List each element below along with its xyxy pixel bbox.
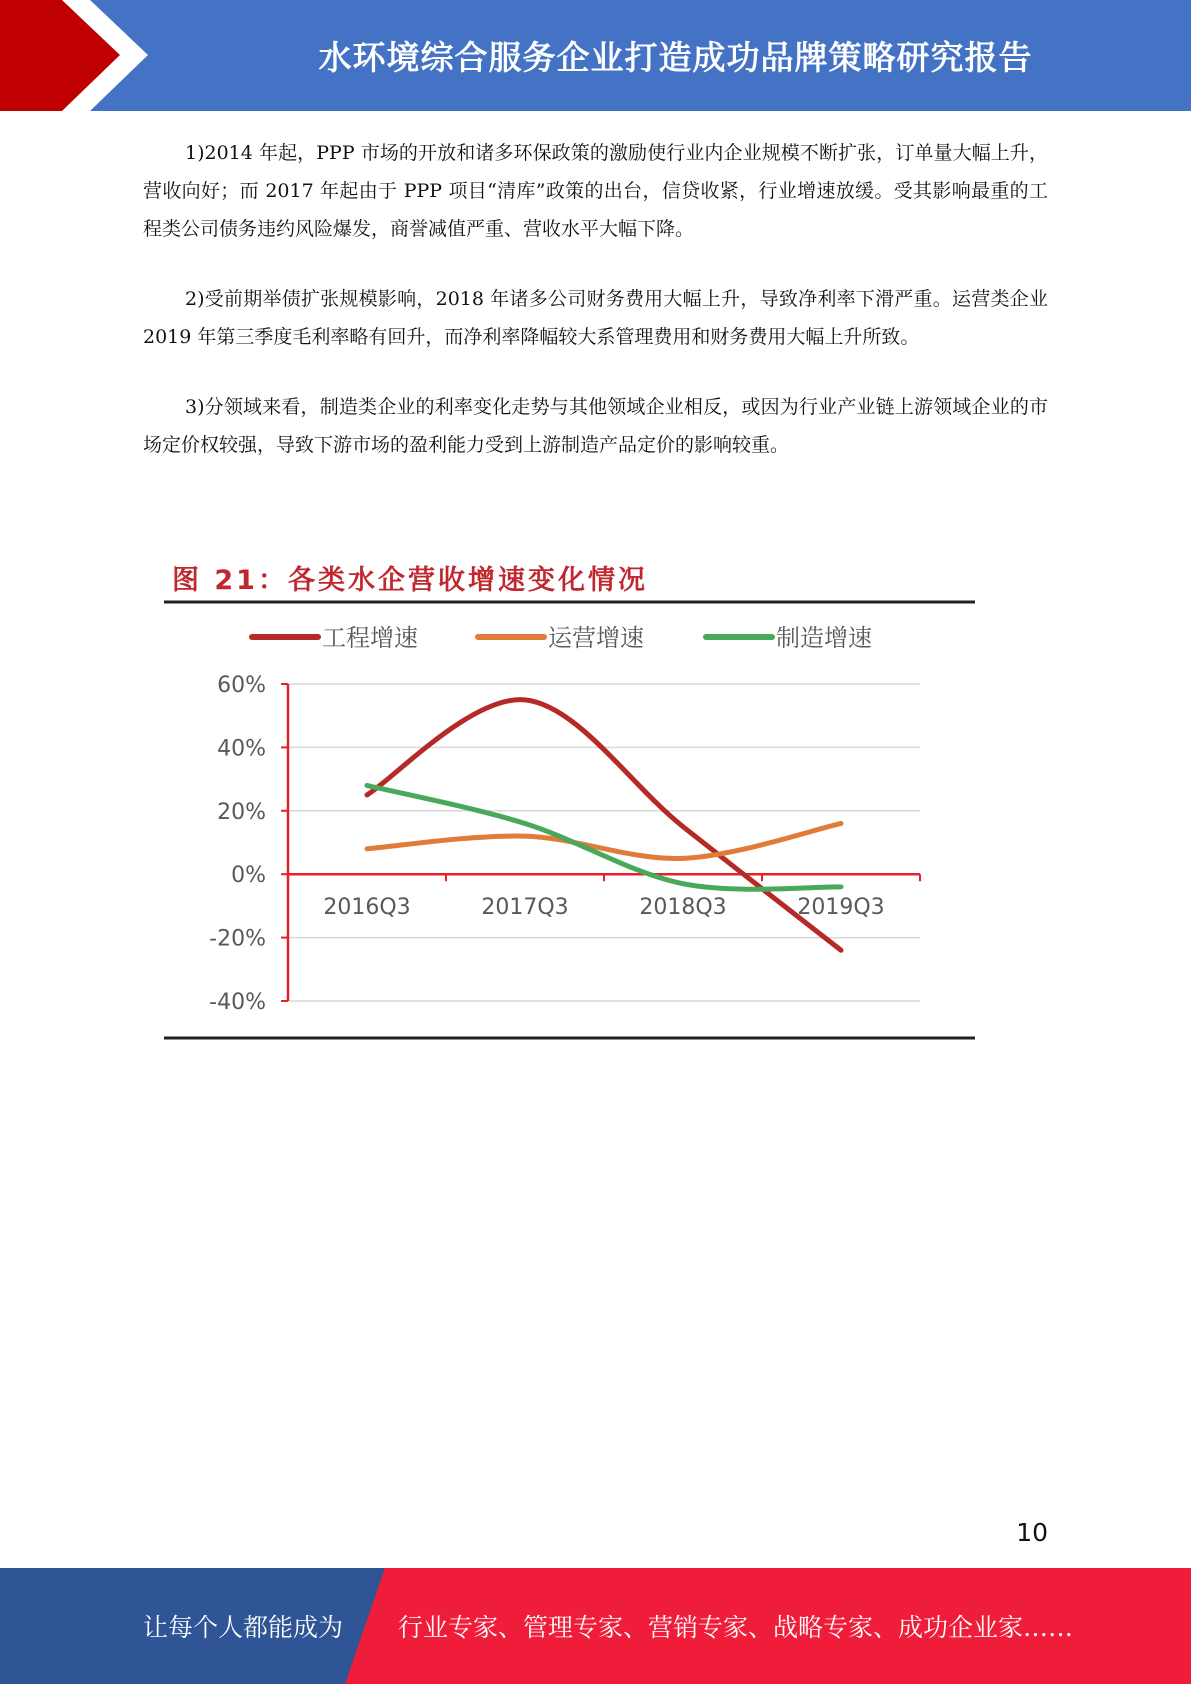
series-line-1 [367,700,841,951]
y-tick-label: 40% [217,736,266,762]
header-chevron-decoration [0,0,160,111]
paragraph-3: 3)分领域来看，制造类企业的利率变化走势与其他领域企业相反，或因为行业产业链上游领域企业的市场定价权较强，导致下游市场的盈利能力受到上游制造产品定价的影响较重。 [143,396,1048,456]
footer-slogan-left: 让每个人都能成为 [143,1613,344,1642]
y-tick-label: 60% [217,673,266,698]
chart-title: 图 21：各类水企营收增速变化情况 [172,565,648,596]
page-footer [0,1568,1191,1684]
revenue-growth-chart [160,556,980,1046]
legend-label-1: 工程增速 [322,624,418,652]
y-tick-label: 0% [231,863,266,889]
y-tick-label: -40% [209,990,266,1015]
report-body [143,134,1048,496]
paragraph-1: 1)2014 年起，PPP 市场的开放和诸多环保政策的激励使行业内企业规模不断扩张，订单量大幅上升，营收向好；而 2017 年起由于 PPP 项目“清库”政策的出台，信贷收紧，行业增速放缓。受其影响最重的工程类公司债务违约风险爆发，商誉减值严重、营收水平大幅下降。 [143,142,1048,240]
legend-label-3: 制造增速 [776,624,872,652]
x-tick-label: 2019Q3 [797,895,885,921]
x-tick-label: 2017Q3 [481,895,569,921]
page-number: 10 [1016,1518,1048,1547]
page-header-title: 水环境综合服务企业打造成功品牌策略研究报告 [318,38,1033,77]
page-header [0,0,1191,111]
x-tick-label: 2016Q3 [323,895,411,921]
y-tick-label: -20% [209,926,266,952]
paragraph-2: 2)受前期举债扩张规模影响，2018 年诸多公司财务费用大幅上升，导致净利率下滑严重。运营类企业 2019 年第三季度毛利率略有回升，而净利率降幅较大系管理费用和财务费用大幅上升所致。 [143,288,1048,348]
y-tick-label: 20% [217,799,266,825]
figure-21 [160,556,980,1046]
x-tick-label: 2018Q3 [639,895,727,921]
legend-label-2: 运营增速 [548,624,644,652]
footer-slogan-right: 行业专家、管理专家、营销专家、战略专家、成功企业家…… [398,1613,1074,1642]
